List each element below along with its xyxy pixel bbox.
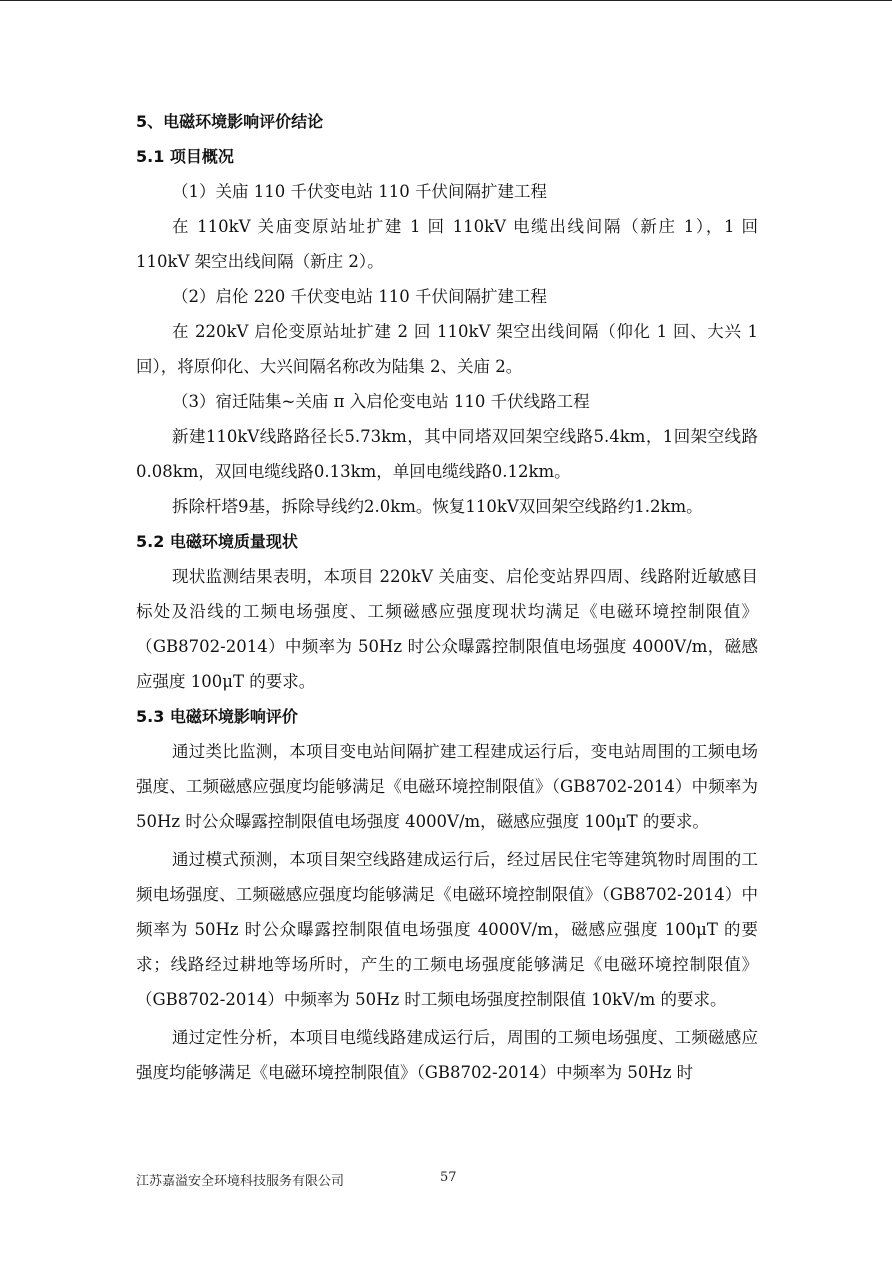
item-2-text: 在 220kV 启伦变原站址扩建 2 回 110kV 架空出线间隔（仰化 1 回、大兴 1 回），将原仰化、大兴间隔名称改为陆集 2、关庙 2。 bbox=[136, 322, 758, 376]
section-5-3-paragraph-2: 通过模式预测，本项目架空线路建成运行后，经过居民住宅等建筑物时周围的工频电场强度、工频磁感应强度均能够满足《电磁环境控制限值》（GB8702-2014）中频率为 50Hz 时公众曝露控制限值电场强度 4000V/m，磁感应强度 100μT 的要求；线路经过耕地等场所时，产生的工频电场强度能够满足《电磁环境控制限值》（GB8702-2014）中频率为 50Hz 时工频电场强度控制限值 10kV/m 的要求。 bbox=[136, 850, 758, 1009]
document-body bbox=[136, 104, 758, 1090]
page-top-border bbox=[0, 0, 892, 1]
subsection-title-5-3: 5.3 电磁环境影响评价 bbox=[136, 707, 298, 726]
subsection-title-5-2: 5.2 电磁环境质量现状 bbox=[136, 532, 298, 551]
section-heading: 5、电磁环境影响评价结论 bbox=[136, 112, 324, 131]
item-1-title: （1）关庙 110 千伏变电站 110 千伏间隔扩建工程 bbox=[172, 182, 547, 201]
page-number: 57 bbox=[440, 1170, 457, 1185]
item-3-text: 新建110kV线路路径长5.73km，其中同塔双回架空线路5.4km，1回架空线路0.08km，双回电缆线路0.13km，单回电缆线路0.12km。 bbox=[136, 427, 758, 481]
item-3-text-2: 拆除杆塔9基，拆除导线约2.0km。恢复110kV双回架空线路约1.2km。 bbox=[172, 497, 703, 516]
subsection-title-5-1: 5.1 项目概况 bbox=[136, 147, 234, 166]
footer-company-name: 江苏嘉溢安全环境科技服务有限公司 bbox=[136, 1174, 345, 1189]
section-5-3-paragraph-3: 通过定性分析，本项目电缆线路建成运行后，周围的工频电场强度、工频磁感应强度均能够满足《电磁环境控制限值》（GB8702-2014）中频率为 50Hz 时 bbox=[136, 1028, 758, 1082]
item-2-title: （2）启伦 220 千伏变电站 110 千伏间隔扩建工程 bbox=[172, 287, 547, 306]
item-1-text: 在 110kV 关庙变原站址扩建 1 回 110kV 电缆出线间隔（新庄 1），1 回 110kV 架空出线间隔（新庄 2）。 bbox=[136, 217, 758, 271]
section-5-3-paragraph-1: 通过类比监测，本项目变电站间隔扩建工程建成运行后，变电站周围的工频电场强度、工频磁感应强度均能够满足《电磁环境控制限值》（GB8702-2014）中频率为 50Hz 时公众曝露控制限值电场强度 4000V/m，磁感应强度 100μT 的要求。 bbox=[136, 742, 758, 831]
item-3-title: （3）宿迁陆集~关庙 π 入启伦变电站 110 千伏线路工程 bbox=[172, 392, 590, 411]
section-5-2-paragraph: 现状监测结果表明，本项目 220kV 关庙变、启伦变站界四周、线路附近敏感目标处及沿线的工频电场强度、工频磁感应强度现状均满足《电磁环境控制限值》（GB8702-2014）中频率为 50Hz 时公众曝露控制限值电场强度 4000V/m，磁感应强度 100μT 的要求。 bbox=[136, 567, 758, 691]
